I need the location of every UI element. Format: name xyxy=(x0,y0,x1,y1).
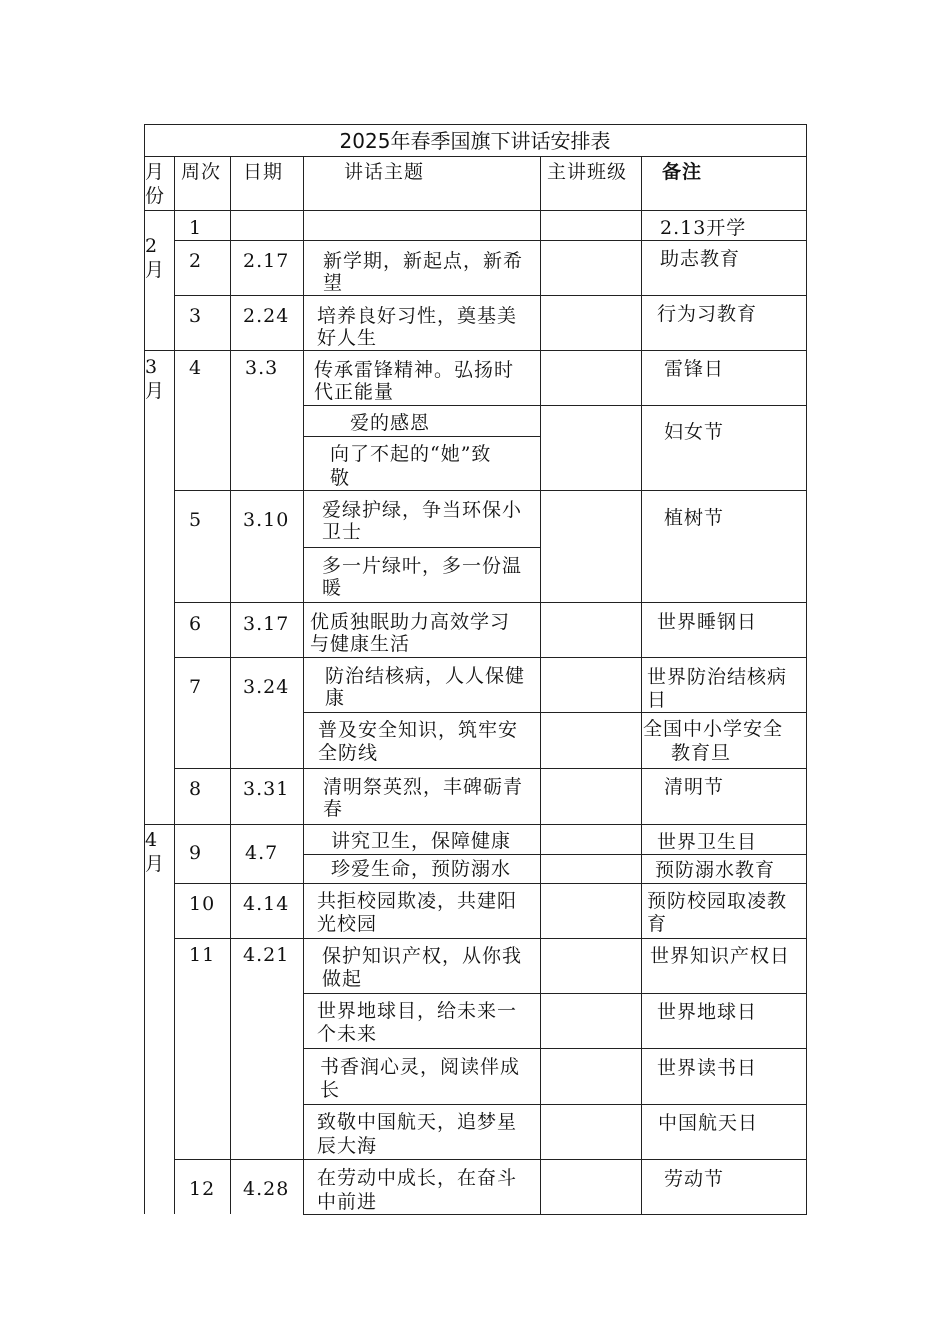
topic-line: 防治结核病，人人保健 xyxy=(325,665,526,687)
topic-line: 向了不起的“她”致 xyxy=(330,443,492,465)
topic-line: 春 xyxy=(323,798,344,820)
week-date: 4.28 xyxy=(243,1178,290,1200)
col-line xyxy=(174,156,175,1214)
row-line xyxy=(174,295,807,296)
topic-line: 代正能量 xyxy=(314,381,395,403)
week-number: 9 xyxy=(189,842,203,864)
topic-line: 普及安全知识，筑牢安 xyxy=(318,719,519,741)
note-line: 世界睡钢日 xyxy=(657,611,758,633)
note-line: 日 xyxy=(647,689,668,711)
topic-line: 光校园 xyxy=(317,913,378,935)
col-line xyxy=(230,156,231,1214)
week-number: 11 xyxy=(189,944,216,966)
topic-line: 爱绿护绿，争当环保小 xyxy=(322,499,523,521)
note-line: 世界防治结核病 xyxy=(647,666,788,688)
note-line: 行为习教育 xyxy=(657,303,758,325)
week-number: 10 xyxy=(189,893,216,915)
row-line xyxy=(174,1159,807,1160)
week-date: 3.17 xyxy=(243,613,290,635)
week-number: 5 xyxy=(189,509,203,531)
month-label: 3月 xyxy=(145,356,165,402)
note-line: 2.13开学 xyxy=(660,217,747,239)
col-line xyxy=(144,124,145,1214)
table-title: 2025年春季国旗下讲话安排表 xyxy=(339,129,611,153)
topic-line: 讲究卫生，保障健康 xyxy=(331,830,512,852)
row-line xyxy=(144,824,807,825)
note-line: 世界读书日 xyxy=(657,1057,758,1079)
week-date: 2.17 xyxy=(243,250,290,272)
row-line xyxy=(174,602,807,603)
col-line xyxy=(303,156,304,1215)
row-line xyxy=(303,712,807,713)
row-line xyxy=(303,547,540,548)
topic-line: 书香润心灵，阅读伴成 xyxy=(320,1056,521,1078)
note-line: 植树节 xyxy=(664,507,725,529)
week-number: 3 xyxy=(189,305,203,327)
header-week: 周次 xyxy=(181,161,222,183)
row-line xyxy=(174,938,807,939)
topic-line: 个未来 xyxy=(317,1023,378,1045)
row-line xyxy=(303,436,540,437)
topic-line: 做起 xyxy=(322,968,363,990)
row-line xyxy=(174,768,807,769)
topic-line: 致敬中国航天，追梦星 xyxy=(317,1111,518,1133)
row-line xyxy=(144,350,807,351)
note-line: 中国航天日 xyxy=(658,1112,759,1134)
row-line xyxy=(303,405,807,406)
row-line xyxy=(174,240,807,241)
topic-line: 世界地球目，给未来一 xyxy=(317,1000,518,1022)
topic-line: 新学期，新起点，新希 xyxy=(323,250,524,272)
note-line: 世界知识产权日 xyxy=(650,945,791,967)
week-date: 3.31 xyxy=(243,778,290,800)
note-line: 教育旦 xyxy=(671,742,732,764)
week-date: 4.14 xyxy=(243,893,290,915)
topic-line: 敬 xyxy=(330,467,351,489)
month-label: 4月 xyxy=(145,829,165,875)
row-line xyxy=(303,1048,807,1049)
row-line xyxy=(144,210,807,211)
topic-line: 好人生 xyxy=(317,327,378,349)
row-line xyxy=(144,156,807,157)
header-topic: 讲话主题 xyxy=(344,161,425,183)
topic-line: 辰大海 xyxy=(317,1135,378,1157)
topic-line: 中前进 xyxy=(317,1191,378,1213)
topic-line: 传承雷锋精神。弘扬时 xyxy=(314,359,515,381)
table-border-top xyxy=(144,124,807,125)
week-date: 2.24 xyxy=(243,305,290,327)
row-line xyxy=(174,883,807,884)
note-line: 预防校园取凌教 xyxy=(647,890,788,912)
row-line xyxy=(174,490,807,491)
note-line: 世界地球日 xyxy=(657,1001,758,1023)
note-line: 世界卫生目 xyxy=(657,831,758,853)
topic-line: 清明祭英烈，丰碑砺青 xyxy=(323,776,524,798)
row-line xyxy=(174,657,807,658)
note-line: 育 xyxy=(647,913,668,935)
week-number: 4 xyxy=(189,357,203,379)
note-line: 劳动节 xyxy=(664,1168,725,1190)
week-date: 3.10 xyxy=(243,509,290,531)
col-line xyxy=(806,124,807,1215)
week-date: 3.24 xyxy=(243,676,290,698)
header-month: 月份 xyxy=(145,161,165,207)
week-number: 1 xyxy=(189,217,203,239)
topic-line: 长 xyxy=(320,1079,341,1101)
topic-line: 卫士 xyxy=(322,521,363,543)
note-line: 助志教育 xyxy=(660,248,741,270)
topic-line: 培养良好习性，奠基美 xyxy=(317,305,518,327)
topic-line: 爱的感恩 xyxy=(350,412,431,434)
row-line xyxy=(303,993,807,994)
topic-line: 优质独眠助力高效学习 xyxy=(310,611,511,633)
week-date: 4.21 xyxy=(243,944,290,966)
week-number: 12 xyxy=(189,1178,216,1200)
week-number: 8 xyxy=(189,778,203,800)
header-note: 备注 xyxy=(662,161,703,183)
header-class: 主讲班级 xyxy=(547,161,628,183)
topic-line: 保护知识产权，从你我 xyxy=(322,945,523,967)
note-line: 雷锋日 xyxy=(664,358,725,380)
note-line: 妇女节 xyxy=(664,421,725,443)
week-number: 2 xyxy=(189,250,203,272)
note-line: 全国中小学安全 xyxy=(643,718,784,740)
topic-line: 在劳动中成长，在奋斗 xyxy=(317,1167,518,1189)
topic-line: 珍爱生命，预防溺水 xyxy=(331,858,512,880)
note-line: 清明节 xyxy=(664,776,725,798)
topic-line: 全防线 xyxy=(318,742,379,764)
week-date: 4.7 xyxy=(245,842,279,864)
topic-line: 多一片绿叶，多一份温 xyxy=(322,555,523,577)
row-line xyxy=(303,1214,807,1215)
topic-line: 共拒校园欺凌，共建阳 xyxy=(317,890,518,912)
month-label: 2月 xyxy=(145,235,165,281)
note-line: 预防溺水教育 xyxy=(655,859,776,881)
topic-line: 与健康生活 xyxy=(310,633,411,655)
topic-line: 暖 xyxy=(322,577,343,599)
week-date: 3.3 xyxy=(245,357,279,379)
topic-line: 望 xyxy=(323,272,344,294)
topic-line: 康 xyxy=(325,687,346,709)
row-line xyxy=(303,854,807,855)
week-number: 7 xyxy=(189,676,203,698)
col-line xyxy=(540,156,541,1215)
header-date: 日期 xyxy=(243,161,284,183)
col-line xyxy=(641,156,642,1215)
week-number: 6 xyxy=(189,613,203,635)
row-line xyxy=(303,1104,807,1105)
